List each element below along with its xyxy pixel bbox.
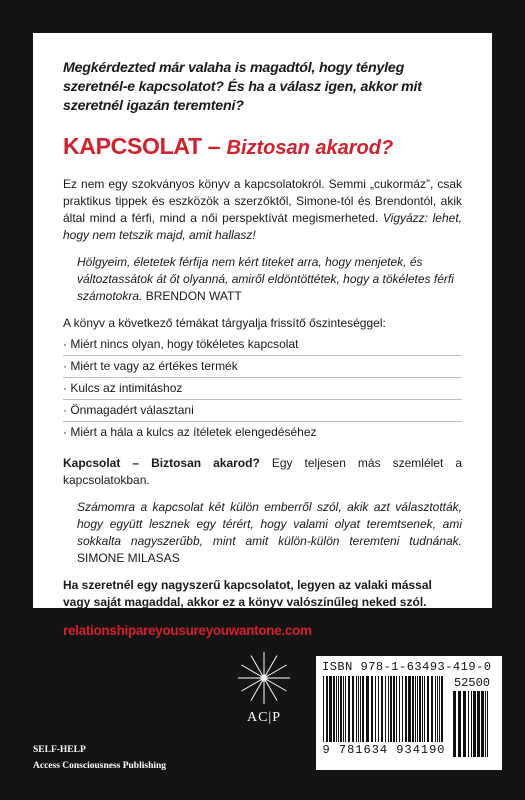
ean-barcode-bars [322, 676, 446, 742]
barcode-bar [399, 676, 400, 742]
barcode-bar [402, 676, 403, 742]
quote-brendon-text: Hölgyeim, életetek férfija nem kért titeket arra, hogy menjetek, és változtassátok át őt olyanná, amiről eldöntöttétek, hogy a tökéletes férfi számotokra. [77, 255, 454, 303]
topics-intro: A könyv a következő témákat tárgyalja frissítő őszinteséggel: [63, 316, 386, 330]
barcode-bar [358, 676, 359, 742]
quote-brendon-author: BRENDON WATT [145, 289, 242, 303]
barcode-bar [417, 676, 418, 742]
quote-simone-text: Számomra a kapcsolat két külön emberről szól, akik azt választották, hogy együtt lesznek egy térért, hogy valami olyat teremtsenek, ami sokkalta nagyszerűbb, mint amit külön-külön teremteni tudnának. [77, 500, 462, 548]
barcode-bar [366, 676, 369, 742]
barcode-bar [326, 676, 328, 742]
barcode-bar [427, 676, 429, 742]
ean-barcode [322, 676, 446, 757]
barcode-bar [360, 676, 361, 742]
barcode-bar [385, 676, 386, 742]
barcode-bar [487, 691, 488, 757]
barcode-bar [338, 676, 339, 742]
publisher-logo [232, 650, 296, 760]
barcode-bar [415, 676, 416, 742]
barcode-bar [381, 676, 383, 742]
publisher-logo-text: AC|P [246, 710, 282, 725]
headline [63, 132, 462, 164]
barcode-bar [453, 691, 456, 757]
topic-item: · Miért te vagy az értékes termék [63, 356, 462, 378]
barcode-bar [439, 676, 440, 742]
sunburst-icon [236, 650, 292, 706]
barcode-bar [352, 676, 354, 742]
headline-title: KAPCSOLAT [63, 133, 202, 159]
barcode-bar [412, 676, 414, 742]
isbn-number: ISBN 978-1-63493-419-0 [322, 660, 492, 674]
barcode-bar [424, 676, 425, 742]
back-cover-panel [33, 33, 492, 638]
topic-item: · Miért a hála a kulcs az ítéletek elengedéséhez [63, 422, 462, 443]
barcode-bar [340, 676, 342, 742]
barcode-bar [468, 691, 469, 757]
description-warning: Vigyázz: lehet, hogy nem tetszik majd, amit hallasz! [63, 211, 463, 242]
closing-paragraph: Ha szeretnél egy nagyszerű kapcsolatot, legyen az valaki mással vagy saját magaddal, akkor ez a könyv valószínűleg neked szól. [63, 578, 432, 609]
barcode-bar [362, 676, 364, 742]
description-paragraph [63, 176, 462, 244]
price-digits: 52500 [453, 676, 490, 690]
barcode-bar [388, 676, 389, 742]
barcode-bar [473, 691, 476, 757]
barcode-bar [356, 676, 357, 742]
quote-simone-author: SIMONE MILASAS [77, 551, 180, 565]
category-label: SELF-HELP [33, 745, 86, 755]
barcode-bar [348, 676, 350, 742]
barcode-bar [329, 676, 332, 742]
barcode-bar [393, 676, 395, 742]
headline-subtitle: Biztosan akarod? [226, 137, 394, 159]
barcode-box [316, 656, 502, 770]
topic-item: · Önmagadért választani [63, 400, 462, 422]
barcode-bar [343, 676, 344, 742]
topics-list [63, 334, 462, 443]
barcode-bar [481, 691, 484, 757]
footer-info [33, 742, 166, 774]
barcode-bar [458, 691, 461, 757]
barcode-bar [463, 691, 466, 757]
barcode-bar [378, 676, 379, 742]
barcode-bar [336, 676, 337, 742]
headline-dash: – [207, 133, 221, 159]
barcodes [322, 676, 496, 757]
barcode-bar [435, 676, 436, 742]
publisher-name: Access Consciousness Publishing [33, 761, 167, 771]
barcode-bar [371, 676, 373, 742]
price-barcode [452, 676, 492, 757]
quote-simone [77, 499, 462, 567]
barcode-bar [375, 676, 376, 742]
barcode-bar [408, 676, 411, 742]
barcode-bar [419, 676, 421, 742]
website-link[interactable]: relationshipareyousureyouwantone.com [63, 623, 312, 638]
barcode-bar [396, 676, 397, 742]
barcode-bar [437, 676, 438, 742]
barcode-bar [477, 691, 480, 757]
barcode-bar [431, 676, 433, 742]
barcode-bar [323, 676, 324, 742]
barcode-bar [471, 691, 472, 757]
tagline-title: Kapcsolat – Biztosan akarod? [63, 456, 260, 470]
barcode-bar [345, 676, 346, 742]
barcode-bar [390, 676, 392, 742]
ean-digits: 9 781634 934190 [322, 743, 446, 757]
description-text: Ez nem egy szokványos könyv a kapcsolatokról. Semmi „cukormáz”, csak praktikus tippek és eszközök a szerzőktől, Simone-tól és Brendontól, akik által mind a férfi, mind a női perspektívát megismerheted. [63, 177, 462, 225]
barcode-bar [485, 691, 486, 757]
barcode-bar [333, 676, 335, 742]
topic-item: · Kulcs az intimitáshoz [63, 378, 462, 400]
intro-question: Megkérdezted már valaha is magadtól, hogy tényleg szeretnél-e kapcsolatot? És ha a válasz igen, akkor mit szeretnél igazán teremteni? [63, 60, 422, 114]
barcode-bar [422, 676, 423, 742]
barcode-bar [405, 676, 407, 742]
tagline-text: Egy teljesen más szemlélet a kapcsolatokban. [63, 456, 462, 487]
tagline [63, 455, 462, 489]
quote-brendon [77, 254, 462, 305]
price-barcode-bars [452, 691, 492, 757]
topic-item: · Miért nincs olyan, hogy tökéletes kapcsolat [63, 334, 462, 356]
barcode-bar [441, 676, 443, 742]
